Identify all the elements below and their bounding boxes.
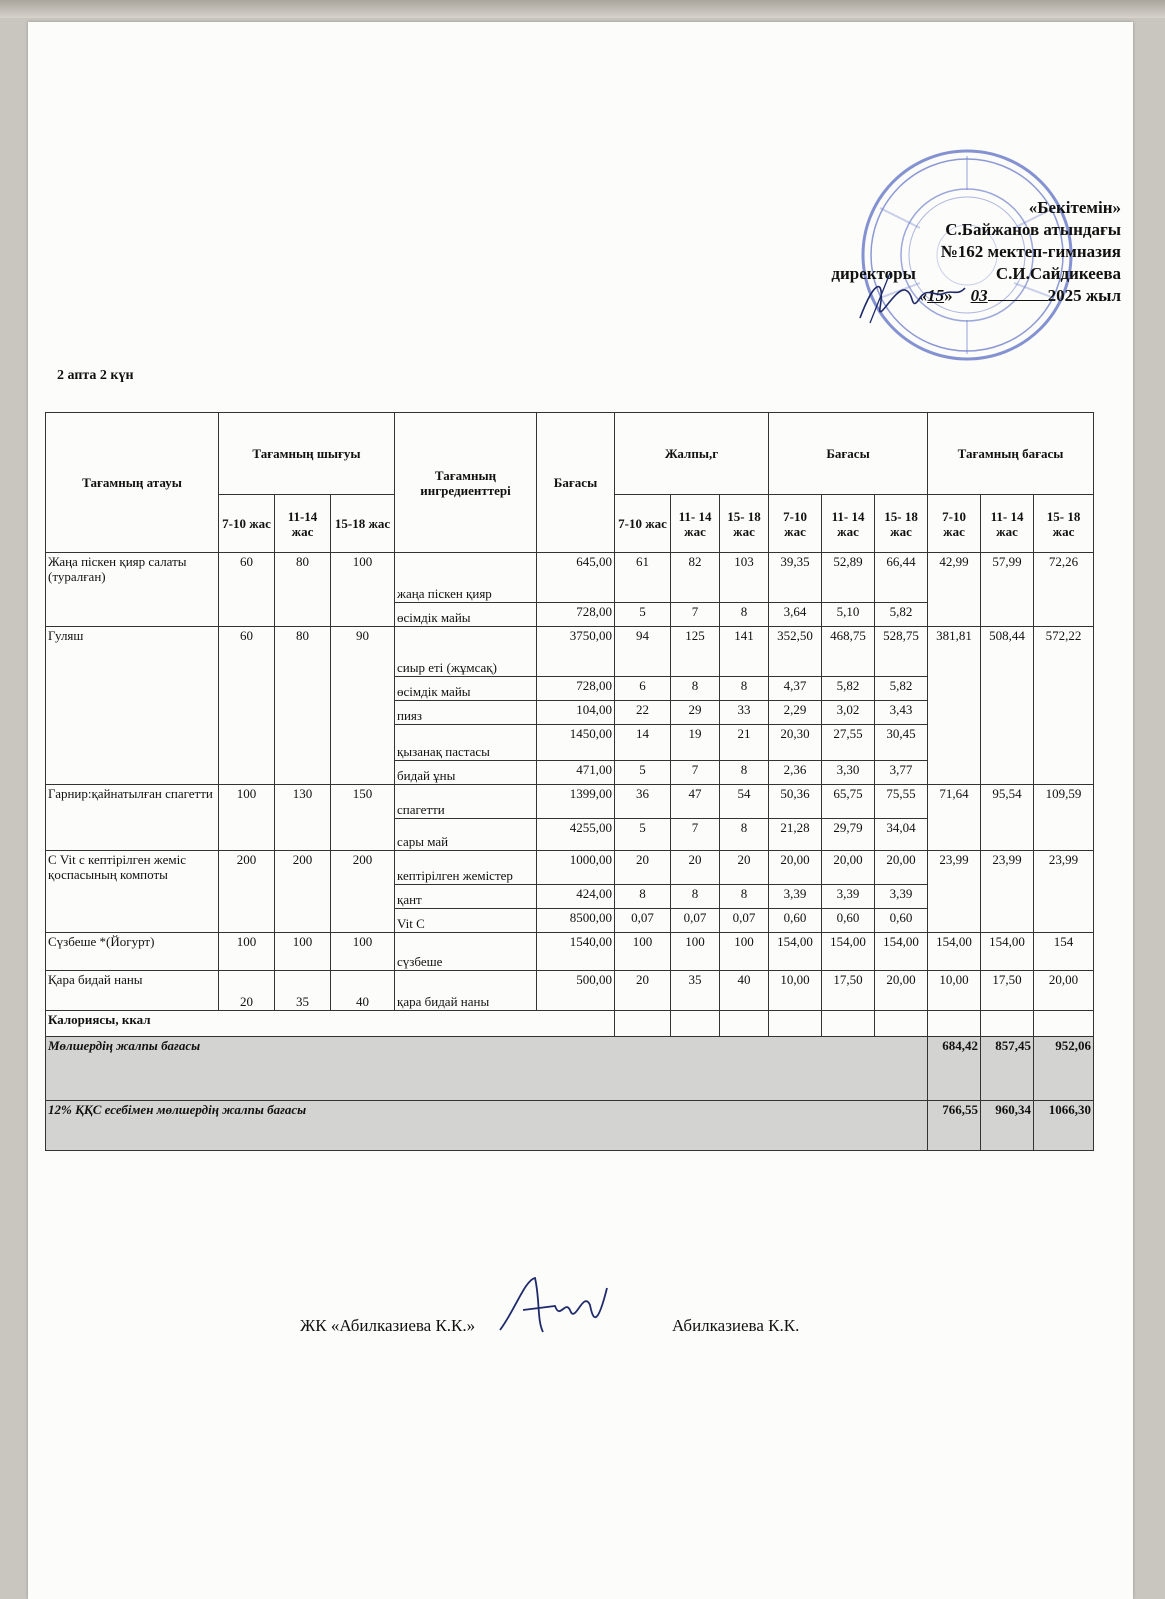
gross-weight: 29	[671, 701, 720, 725]
dish-name: Сүзбеше *(Йогурт)	[46, 933, 219, 971]
ingredient-price: 500,00	[537, 971, 615, 1011]
calories-cell	[1034, 1011, 1094, 1037]
calories-cell	[875, 1011, 928, 1037]
ingredient-cost: 2,29	[769, 701, 822, 725]
gross-weight: 103	[720, 553, 769, 603]
dish-cost: 17,50	[981, 971, 1034, 1011]
total-cost-value: 952,06	[1034, 1037, 1094, 1101]
ingredient-cost: 52,89	[822, 553, 875, 603]
dish-cost: 57,99	[981, 553, 1034, 627]
footer-supplier: ЖК «Абилказиева К.К.»	[300, 1316, 476, 1335]
ingredient-cost: 17,50	[822, 971, 875, 1011]
total-cost-label: Мөлшердің жалпы бағасы	[46, 1037, 928, 1101]
dish-cost: 23,99	[928, 851, 981, 933]
total-cost-value: 857,45	[981, 1037, 1034, 1101]
yield-value: 200	[219, 851, 275, 933]
menu-table-body	[46, 553, 1094, 1011]
dish-name: Гуляш	[46, 627, 219, 785]
header-dish-name: Тағамның атауы	[46, 413, 219, 553]
yield-value: 130	[275, 785, 331, 851]
header-age: 11- 14 жас	[822, 495, 875, 553]
header-age: 7-10 жас	[928, 495, 981, 553]
vat-cost-value: 1066,30	[1034, 1101, 1094, 1151]
dish-cost: 23,99	[1034, 851, 1094, 933]
gross-weight: 82	[671, 553, 720, 603]
header-cost: Бағасы	[769, 413, 928, 495]
ingredient-cost: 3,64	[769, 603, 822, 627]
gross-weight: 8	[671, 885, 720, 909]
ingredient-cost: 5,82	[822, 677, 875, 701]
ingredient-cost: 75,55	[875, 785, 928, 819]
yield-value: 100	[331, 933, 395, 971]
gross-weight: 100	[720, 933, 769, 971]
gross-weight: 21	[720, 725, 769, 761]
ingredient-cost: 34,04	[875, 819, 928, 851]
gross-weight: 22	[615, 701, 671, 725]
total-cost-value: 684,42	[928, 1037, 981, 1101]
yield-value: 200	[275, 851, 331, 933]
table-row	[46, 785, 1094, 819]
gross-weight: 0,07	[671, 909, 720, 933]
gross-weight: 8	[671, 677, 720, 701]
ingredient-cost: 20,00	[875, 851, 928, 885]
ingredient-cost: 30,45	[875, 725, 928, 761]
ingredient-price: 471,00	[537, 761, 615, 785]
ingredient-cost: 154,00	[822, 933, 875, 971]
date-day: 15	[927, 286, 945, 305]
gross-weight: 7	[671, 761, 720, 785]
gross-weight: 61	[615, 553, 671, 603]
gross-weight: 14	[615, 725, 671, 761]
gross-weight: 141	[720, 627, 769, 677]
dish-cost: 42,99	[928, 553, 981, 627]
scan-top-edge	[0, 0, 1165, 18]
dish-cost: 72,26	[1034, 553, 1094, 627]
gross-weight: 36	[615, 785, 671, 819]
dish-cost: 154,00	[928, 933, 981, 971]
yield-value: 100	[331, 553, 395, 627]
header-yield: Тағамның шығуы	[219, 413, 395, 495]
header-price: Бағасы	[537, 413, 615, 553]
gross-weight: 0,07	[615, 909, 671, 933]
gross-weight: 8	[720, 885, 769, 909]
table-row	[46, 553, 1094, 603]
ingredient-cost: 3,39	[769, 885, 822, 909]
ingredient-price: 8500,00	[537, 909, 615, 933]
dish-cost: 381,81	[928, 627, 981, 785]
ingredient-cost: 27,55	[822, 725, 875, 761]
dish-cost: 23,99	[981, 851, 1034, 933]
ingredient-name: өсімдік майы	[395, 677, 537, 701]
ingredient-cost: 5,82	[875, 677, 928, 701]
ingredient-cost: 39,35	[769, 553, 822, 603]
ingredient-price: 1399,00	[537, 785, 615, 819]
ingredient-cost: 20,00	[875, 971, 928, 1011]
dish-name: С Vit с кептірілген жеміс қоспасының компоты	[46, 851, 219, 933]
table-row	[46, 971, 1094, 1011]
ingredient-name: Vit C	[395, 909, 537, 933]
yield-value: 150	[331, 785, 395, 851]
table-row	[46, 933, 1094, 971]
gross-weight: 100	[615, 933, 671, 971]
ingredient-cost: 528,75	[875, 627, 928, 677]
header-age: 11- 14 жас	[981, 495, 1034, 553]
director-signature-icon	[850, 268, 970, 328]
dish-cost: 508,44	[981, 627, 1034, 785]
dish-cost: 10,00	[928, 971, 981, 1011]
ingredient-name: сиыр еті (жұмсақ)	[395, 627, 537, 677]
calories-cell	[981, 1011, 1034, 1037]
approval-school-line1: С.Байжанов атындағы	[945, 220, 1121, 239]
vat-cost-value: 960,34	[981, 1101, 1034, 1151]
ingredient-cost: 20,00	[769, 851, 822, 885]
yield-value: 200	[331, 851, 395, 933]
ingredient-name: бидай ұны	[395, 761, 537, 785]
header-age: 7-10 жас	[615, 495, 671, 553]
yield-value: 80	[275, 627, 331, 785]
ingredient-cost: 5,10	[822, 603, 875, 627]
header-age: 7-10 жас	[769, 495, 822, 553]
dish-cost: 95,54	[981, 785, 1034, 851]
menu-table	[45, 412, 1094, 1151]
ingredient-price: 104,00	[537, 701, 615, 725]
ingredient-name: спагетти	[395, 785, 537, 819]
gross-weight: 125	[671, 627, 720, 677]
gross-weight: 8	[720, 677, 769, 701]
dish-cost: 71,64	[928, 785, 981, 851]
ingredient-price: 1540,00	[537, 933, 615, 971]
yield-value: 100	[219, 933, 275, 971]
ingredient-cost: 21,28	[769, 819, 822, 851]
ingredient-price: 645,00	[537, 553, 615, 603]
yield-value: 80	[275, 553, 331, 627]
ingredient-cost: 5,82	[875, 603, 928, 627]
yield-value: 100	[219, 785, 275, 851]
gross-weight: 20	[671, 851, 720, 885]
ingredient-cost: 154,00	[769, 933, 822, 971]
ingredient-cost: 3,43	[875, 701, 928, 725]
ingredient-price: 424,00	[537, 885, 615, 909]
calories-cell	[671, 1011, 720, 1037]
gross-weight: 100	[671, 933, 720, 971]
dish-name: Гарнир:қайнатылған спагетти	[46, 785, 219, 851]
ingredient-price: 3750,00	[537, 627, 615, 677]
ingredient-cost: 3,77	[875, 761, 928, 785]
header-age: 11- 14 жас	[671, 495, 720, 553]
gross-weight: 20	[615, 971, 671, 1011]
gross-weight: 6	[615, 677, 671, 701]
ingredient-cost: 66,44	[875, 553, 928, 603]
gross-weight: 5	[615, 761, 671, 785]
director-label: директоры	[831, 264, 916, 283]
calories-cell	[928, 1011, 981, 1037]
ingredient-cost: 154,00	[875, 933, 928, 971]
gross-weight: 5	[615, 819, 671, 851]
ingredient-price: 728,00	[537, 677, 615, 701]
ingredient-name: сүзбеше	[395, 933, 537, 971]
ingredient-price: 1000,00	[537, 851, 615, 885]
supplier-signature-icon	[495, 1270, 615, 1342]
header-ingredients: Тағамның ингредиенттері	[395, 413, 537, 553]
ingredient-price: 4255,00	[537, 819, 615, 851]
ingredient-name: қант	[395, 885, 537, 909]
footer-signer-name: Абилказиева К.К.	[672, 1316, 800, 1335]
ingredient-cost: 0,60	[875, 909, 928, 933]
ingredient-cost: 3,39	[822, 885, 875, 909]
yield-value: 100	[275, 933, 331, 971]
ingredient-cost: 50,36	[769, 785, 822, 819]
calories-cell	[720, 1011, 769, 1037]
calories-cell	[822, 1011, 875, 1037]
ingredient-price: 1450,00	[537, 725, 615, 761]
dish-cost: 154,00	[981, 933, 1034, 971]
ingredient-price: 728,00	[537, 603, 615, 627]
ingredient-name: пияз	[395, 701, 537, 725]
yield-value: 90	[331, 627, 395, 785]
header-age: 15- 18 жас	[875, 495, 928, 553]
dish-name: Жаңа піскен қияр салаты (туралған)	[46, 553, 219, 627]
ingredient-cost: 10,00	[769, 971, 822, 1011]
vat-cost-label: 12% ҚҚС есебімен мөлшердің жалпы бағасы	[46, 1101, 928, 1151]
ingredient-name: жаңа піскен қияр	[395, 553, 537, 603]
ingredient-cost: 2,36	[769, 761, 822, 785]
approval-school-line2: №162 мектеп-гимназия	[940, 242, 1121, 261]
gross-weight: 8	[720, 603, 769, 627]
header-age: 15- 18 жас	[720, 495, 769, 553]
dish-cost: 154	[1034, 933, 1094, 971]
ingredient-cost: 352,50	[769, 627, 822, 677]
gross-weight: 8	[720, 819, 769, 851]
ingredient-cost: 3,02	[822, 701, 875, 725]
gross-weight: 8	[720, 761, 769, 785]
ingredient-cost: 468,75	[822, 627, 875, 677]
menu-table-wrapper	[45, 412, 1093, 1151]
dish-name: Қара бидай наны	[46, 971, 219, 1011]
ingredient-cost: 4,37	[769, 677, 822, 701]
ingredient-name: сары май	[395, 819, 537, 851]
header-age: 11-14 жас	[275, 495, 331, 553]
gross-weight: 54	[720, 785, 769, 819]
yield-value: 60	[219, 627, 275, 785]
gross-weight: 47	[671, 785, 720, 819]
ingredient-cost: 65,75	[822, 785, 875, 819]
gross-weight: 5	[615, 603, 671, 627]
date-year: 2025 жыл	[1047, 286, 1121, 305]
date-quote-open: «	[918, 286, 928, 305]
ingredient-cost: 3,39	[875, 885, 928, 909]
yield-value: 60	[219, 553, 275, 627]
gross-weight: 33	[720, 701, 769, 725]
header-age: 15- 18 жас	[1034, 495, 1094, 553]
calories-label: Калориясы, ккал	[46, 1011, 615, 1037]
vat-cost-value: 766,55	[928, 1101, 981, 1151]
gross-weight: 8	[615, 885, 671, 909]
yield-value: 40	[331, 971, 395, 1011]
ingredient-name: қара бидай наны	[395, 971, 537, 1011]
ingredient-cost: 20,30	[769, 725, 822, 761]
ingredient-cost: 0,60	[769, 909, 822, 933]
dish-cost: 572,22	[1034, 627, 1094, 785]
gross-weight: 40	[720, 971, 769, 1011]
header-age: 15-18 жас	[331, 495, 395, 553]
ingredient-cost: 3,30	[822, 761, 875, 785]
gross-weight: 35	[671, 971, 720, 1011]
yield-value: 35	[275, 971, 331, 1011]
director-name: С.И.Сайдикеева	[995, 264, 1121, 283]
table-row	[46, 851, 1094, 885]
ingredient-name: қызанақ пастасы	[395, 725, 537, 761]
gross-weight: 94	[615, 627, 671, 677]
yield-value: 20	[219, 971, 275, 1011]
table-row	[46, 627, 1094, 677]
header-dish-cost: Тағамның бағасы	[928, 413, 1094, 495]
day-label: 2 апта 2 күн	[57, 368, 134, 383]
date-month: 03	[970, 286, 988, 305]
ingredient-name: кептірілген жемістер	[395, 851, 537, 885]
dish-cost: 109,59	[1034, 785, 1094, 851]
approval-title: «Бекітемін»	[1028, 198, 1121, 217]
date-quote-close: »	[944, 286, 953, 305]
gross-weight: 7	[671, 603, 720, 627]
ingredient-cost: 29,79	[822, 819, 875, 851]
calories-cell	[615, 1011, 671, 1037]
ingredient-cost: 20,00	[822, 851, 875, 885]
gross-weight: 0,07	[720, 909, 769, 933]
gross-weight: 20	[615, 851, 671, 885]
dish-cost: 20,00	[1034, 971, 1094, 1011]
gross-weight: 7	[671, 819, 720, 851]
gross-weight: 20	[720, 851, 769, 885]
ingredient-name: өсімдік майы	[395, 603, 537, 627]
gross-weight: 19	[671, 725, 720, 761]
header-age: 7-10 жас	[219, 495, 275, 553]
header-total-g: Жалпы,г	[615, 413, 769, 495]
ingredient-cost: 0,60	[822, 909, 875, 933]
calories-cell	[769, 1011, 822, 1037]
